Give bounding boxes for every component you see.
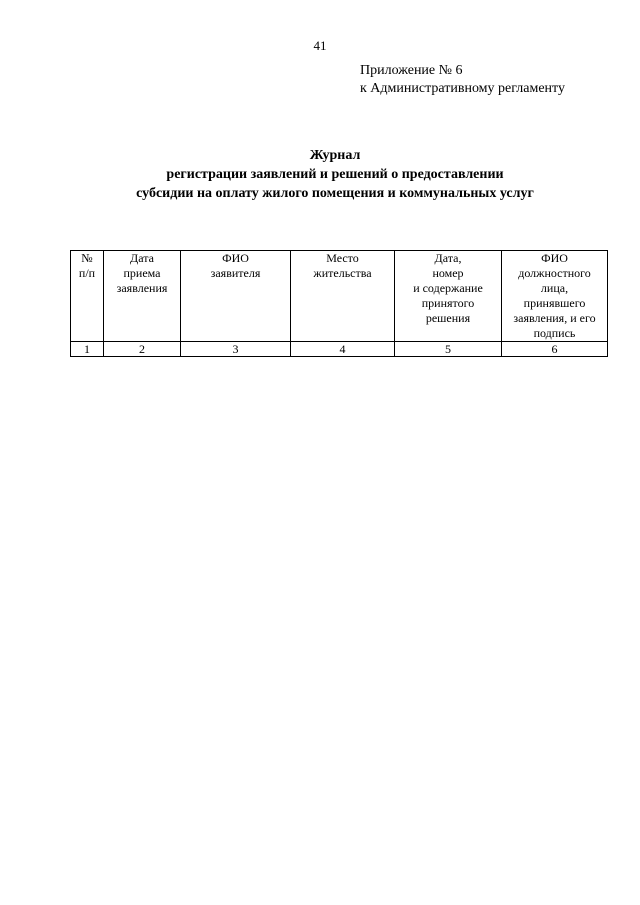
header-line: п/п: [78, 266, 96, 280]
header-line: должностного: [518, 266, 591, 280]
table-header-row: [71, 251, 608, 342]
header-line: подпись: [533, 326, 576, 340]
column-number-cell: 6: [502, 342, 608, 357]
header-cell-number: [71, 251, 104, 342]
page-number: 41: [313, 38, 327, 53]
title-line-3: субсидии на оплату жилого помещения и коммунальных услуг: [136, 186, 534, 201]
appendix-line-2: к Административному регламенту: [360, 81, 565, 96]
appendix-line-1: Приложение № 6: [360, 63, 463, 78]
header-line: заявления: [116, 281, 168, 295]
header-line: ФИО: [222, 251, 249, 265]
header-line: №: [81, 251, 93, 265]
header-cell-residence: [291, 251, 395, 342]
header-line: Дата: [130, 251, 154, 265]
column-number-cell: 4: [291, 342, 395, 357]
header-cell-applicant-name: [181, 251, 291, 342]
header-line: Дата,: [434, 251, 462, 265]
header-line: ФИО: [541, 251, 568, 265]
column-number-cell: 1: [71, 342, 104, 357]
header-cell-official: [502, 251, 608, 342]
header-line: принявшего: [523, 296, 586, 310]
header-line: приема: [123, 266, 161, 280]
header-line: принятого: [421, 296, 475, 310]
appendix-reference: [360, 62, 565, 98]
header-line: жительства: [313, 266, 372, 280]
title-line-2: регистрации заявлений и решений о предоставлении: [166, 167, 504, 182]
header-line: Место: [326, 251, 359, 265]
header-line: лица,: [540, 281, 569, 295]
header-line: номер: [432, 266, 464, 280]
column-number-cell: 3: [181, 342, 291, 357]
header-line: и содержание: [413, 281, 483, 295]
title-line-1: Журнал: [309, 148, 361, 163]
journal-table: [70, 250, 608, 357]
header-line: заявителя: [210, 266, 261, 280]
column-number-cell: 2: [104, 342, 181, 357]
header-cell-date-received: [104, 251, 181, 342]
column-number-row: [71, 342, 608, 357]
header-line: заявления, и его: [513, 311, 596, 325]
column-number-cell: 5: [395, 342, 502, 357]
header-line: решения: [425, 311, 471, 325]
header-cell-decision: [395, 251, 502, 342]
document-title: [0, 146, 640, 203]
